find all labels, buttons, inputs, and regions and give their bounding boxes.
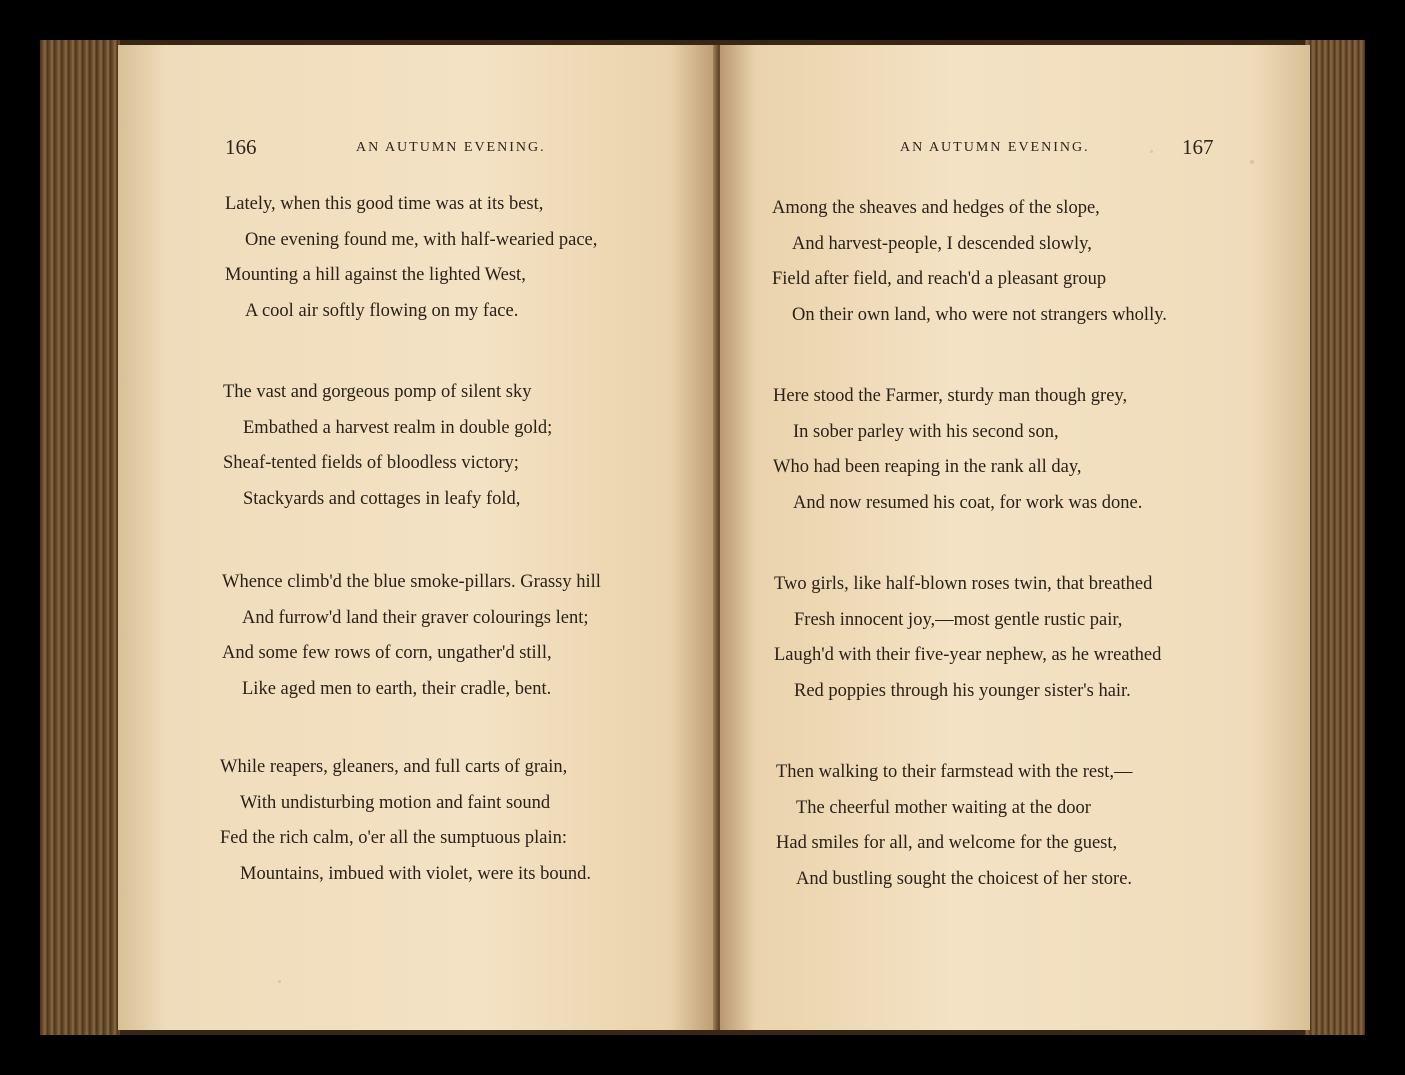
verse-line: While reapers, gleaners, and full carts of grain, — [220, 757, 568, 777]
verse-line: Like aged men to earth, their cradle, bent. — [242, 678, 552, 699]
verse-line: Red poppies through his younger sister's hair. — [794, 680, 1131, 701]
stanza — [776, 755, 1133, 897]
stanza — [223, 375, 552, 517]
verse-line: Lately, when this good time was at its best, — [225, 194, 544, 214]
right-page — [720, 45, 1310, 1030]
foxing-spot — [488, 685, 492, 689]
left-page — [118, 45, 718, 1030]
verse-line: A cool air softly flowing on my face. — [245, 300, 519, 321]
running-head: AN AUTUMN EVENING. — [356, 140, 546, 155]
verse-line: The vast and gorgeous pomp of silent sky — [223, 382, 532, 402]
verse-line: Sheaf-tented fields of bloodless victory; — [223, 453, 519, 473]
stanza — [225, 187, 597, 329]
verse-line: And furrow'd land their graver colourings lent; — [242, 607, 589, 628]
foxing-spot — [1150, 150, 1153, 153]
page-number: 166 — [225, 135, 257, 159]
verse-line: Then walking to their farmstead with the rest,— — [776, 762, 1133, 782]
stanza — [774, 567, 1161, 709]
stanza — [772, 191, 1167, 333]
verse-line: And some few rows of corn, ungather'd still, — [222, 643, 552, 663]
verse-line: Embathed a harvest realm in double gold; — [243, 417, 553, 438]
verse-line: Whence climb'd the blue smoke-pillars. Grassy hill — [222, 572, 601, 592]
verse-line: On their own land, who were not strangers wholly. — [792, 304, 1167, 325]
verse-line: Field after field, and reach'd a pleasant group — [772, 269, 1107, 289]
verse-line: With undisturbing motion and faint sound — [240, 792, 551, 813]
open-book — [40, 40, 1365, 1035]
verse-line: Fresh innocent joy,—most gentle rustic pair, — [794, 609, 1123, 630]
verse-line: Stackyards and cottages in leafy fold, — [243, 488, 521, 509]
verse-line: Laugh'd with their five-year nephew, as he wreathed — [774, 645, 1162, 665]
verse-line: Fed the rich calm, o'er all the sumptuous plain: — [220, 828, 568, 848]
verse-line: One evening found me, with half-wearied pace, — [245, 229, 598, 250]
verse-line: Mountains, imbued with violet, were its bound. — [240, 863, 591, 884]
stanza — [773, 379, 1142, 521]
verse-line: In sober parley with his second son, — [793, 421, 1059, 442]
verse-line: Two girls, like half-blown roses twin, that breathed — [774, 574, 1153, 594]
verse-line: Among the sheaves and hedges of the slope, — [772, 198, 1100, 218]
verse-line: And harvest-people, I descended slowly, — [792, 233, 1092, 254]
page-number: 167 — [1182, 135, 1214, 159]
foxing-spot — [278, 980, 281, 983]
stanza — [222, 565, 601, 707]
stanza — [220, 750, 591, 892]
page-edges-left — [40, 40, 120, 1035]
running-head: AN AUTUMN EVENING. — [900, 140, 1090, 155]
foxing-spot — [1250, 160, 1254, 164]
verse-line: Mounting a hill against the lighted West, — [225, 265, 526, 285]
verse-line: Here stood the Farmer, sturdy man though grey, — [773, 386, 1128, 406]
verse-line: And bustling sought the choicest of her store. — [796, 868, 1133, 889]
verse-line: The cheerful mother waiting at the door — [796, 797, 1091, 818]
page-edges-right — [1305, 40, 1365, 1035]
verse-line: Who had been reaping in the rank all day, — [773, 457, 1082, 477]
verse-line: Had smiles for all, and welcome for the guest, — [776, 833, 1118, 853]
verse-line: And now resumed his coat, for work was done. — [793, 492, 1143, 513]
